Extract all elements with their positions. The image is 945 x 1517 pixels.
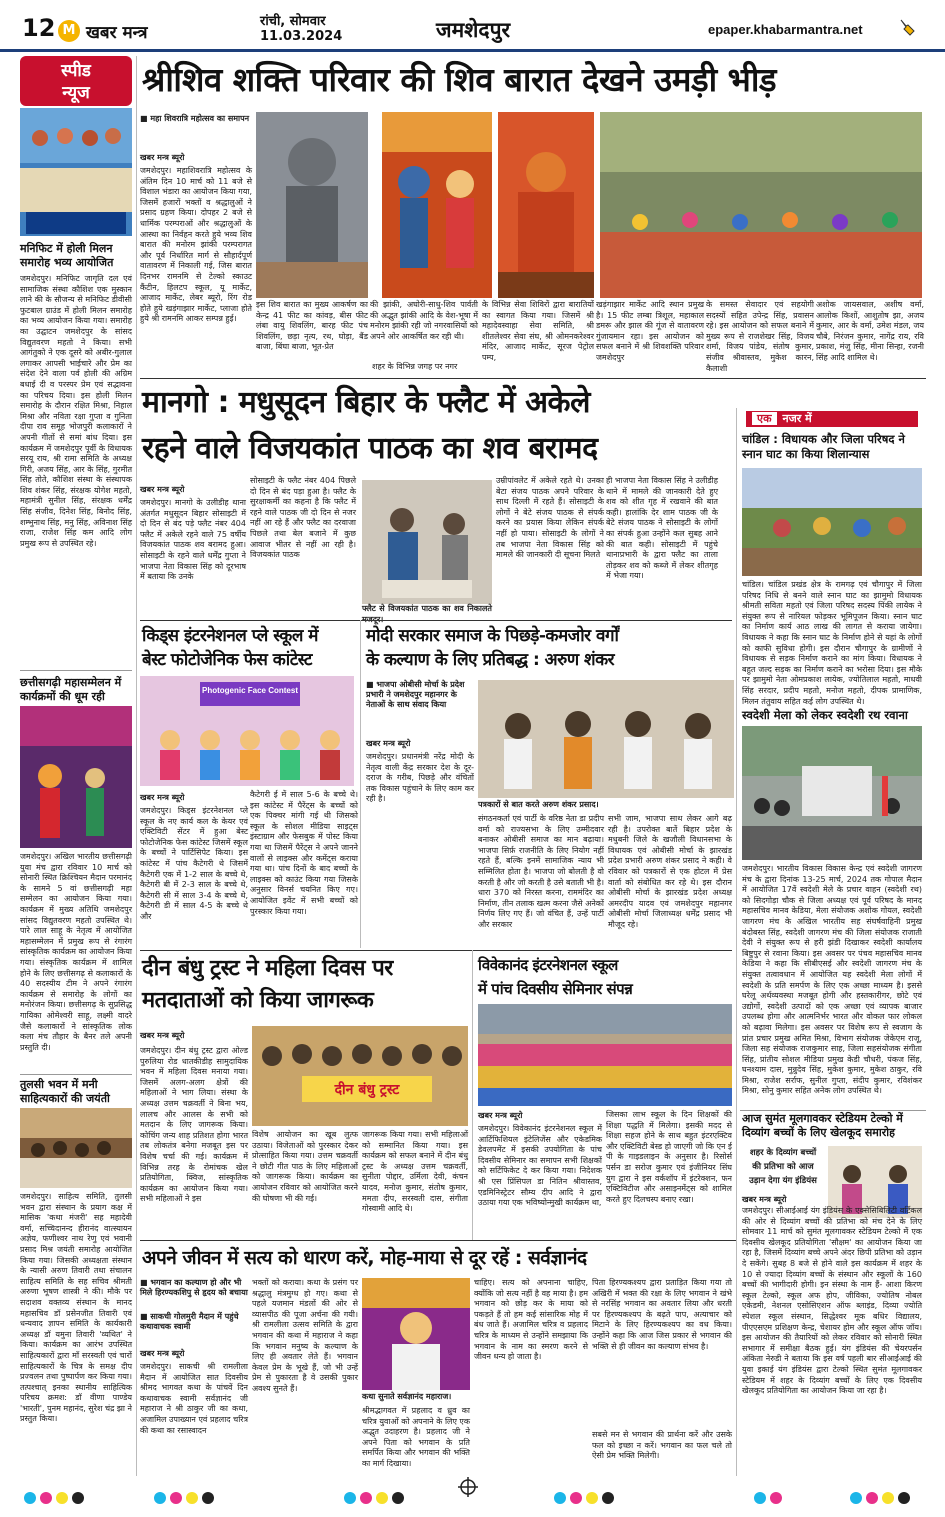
date-box bbox=[260, 14, 342, 44]
badge-line1: स्पीड bbox=[61, 61, 91, 81]
cultural-dance-photo bbox=[20, 706, 132, 848]
satya-col2: भक्तों को कराया। कथा के प्रसंग पर श्रद्धालु मंत्रमुग्ध हो गए। कथा से पहले यजमान मंडलों की ओर से व्यासपीठ की पूजा अर्चना की गयी। श्री रामलीला उत्सव समिति के द्वारा भगवान की कथा में महाराज ने कहा कि भगवान मनुष्य के कल्याण के लिए ही अवतार लेते हैं। भगवान केवल प्रेम के भूखे हैं, जो भी उन्हें प्रेम से पुकारता है वे उसकी पुकार अवश्य सुनते हैं। bbox=[252, 1278, 358, 1393]
deen-col1: जमशेदपुर। दीन बंधु ट्रस्ट द्वारा ओल्ड पुरुलिया रोड धातकीडीह सामुदायिक भवन में महिला दिवस मनाया गया। जिसमें अलग-अलग क्षेत्रों की महिलाओं ने भाग लिया। संस्था के अध्यक्ष उत्तम चक्रवर्ती ने बिना भय, लालच और आलस के सभी को मतदान के लिए जागरूक किया। कोचिंग जन्य शाह प्रतिशत होगा भारत तब लोकतंत्र बनेगा मजबूत इस पर विशेष चर्चा की गई। कार्यक्रम में विभिन्न तरह के रोमांचक खेल प्रतियोगिता, क्विज, सांस्कृतिक कार्यक्रम का आयोजन किया गया। सभी महिलाओं ने इस bbox=[140, 1046, 248, 1204]
stadium-headline: आज सुमंत मूलगावकर स्टेडियम टेल्को में दिव्यांग बच्चों के लिए खेलकूद समारोह bbox=[742, 1112, 903, 1139]
mango-col3: उम्रीपांवलेट में अकेले रहते थे। उनका बेटा संजय पाठक अपने परिवार के साथ दिल्ली में रहते हैं। सोसाइटी के लोगों ने बेटे संजय पाठक से संपर्क करने का प्रयास किया लेकिन संपर्क नहीं हो पाया। सोसाइटी के लोगों ने तब भाजपा नेता विकास सिंह को मामले की जानकारी दी सूचना मिलते bbox=[496, 476, 604, 560]
sidebar-story2-body: जमशेदपुर। अखिल भारतीय छत्तीसगढ़ी युवा मंच द्वारा रविवार 10 मार्च को सोनारी स्थित क्रिश्चियन मैदान परमानंद के सामने 5 वां छत्तीसगढ़ी महा सम्मेलन का आयोजन किया गया। कार्यक्रम में मुख्य अतिथि जमशेदपुर सांसद विद्युतवरण महतो उपस्थित थे। पारे लाल साहू के नेतृत्व में आयोजित महासम्मेलन में प्रमुख रूप से रंगारंग सांस्कृतिक कार्यक्रम का आयोजन किया गया। संस्कृतिक कार्यक्रम में शामिल होने के लिए छत्तीसगढ़ से कलाकारों के 40 सदस्यीय टीम ने अपने रंगारंग कार्यक्रम से समारोह के लोगों का मनोरंजन किया। छत्तीसगढ़ के सुप्रसिद्ध गायिका ओमेश्वरी साहू, लक्ष्मी वादरे जैसे कलाकारों ने सांस्कृतिक लोक कला मंच तौहार के बैनर तले अपनी प्रस्तुति दी। bbox=[20, 852, 132, 1052]
section-divider bbox=[140, 620, 732, 621]
shiv-parvati-photo bbox=[382, 112, 492, 298]
shiv-barat-col7: अशोक जायसवाल, अशीष वर्मा, आलोक किशों, आशुतोष झा, अजय कुमार, आर के वर्मा, उमेश मंडल, जय चौबे, निरंजन कुमार, नागेंद्र राय, रवि प्रकाश, मंजु सिंह, मीना सिन्हा, रजनी सिंह आदि शामिल थे। bbox=[816, 300, 924, 362]
epaper-link[interactable]: epaper.khabarmantra.net bbox=[708, 22, 863, 37]
modi-photo-caption: पत्रकारों से बात करते अरुण शंकर प्रसाद। bbox=[478, 800, 599, 809]
holi-milan-photo bbox=[20, 108, 132, 236]
modi-headline-line1: मोदी सरकार समाज के पिछड़े-कमजोर वर्गों bbox=[366, 626, 619, 646]
deen-col2: विशेष आयोजन का खूब लुत्फ उठाया। विजेताओं को पुरस्कार देकर प्रोत्साहित किया गया। उत्तम चक्रवर्ती ने छोटी गीत पाठ के लिए महिलाओं को जागरूक किया। कार्यक्रम का आयोजन रविवार को आयोजित करने की घोषणा भी की गई। bbox=[252, 1130, 358, 1203]
chandil-photo bbox=[742, 468, 922, 576]
shiv-barat-byline: खबर मन्त्र ब्यूरो bbox=[140, 153, 185, 162]
mango-photo-caption: फ्लैट से विजयकांत पाठक का शव निकालते bbox=[362, 604, 492, 613]
sidebar-story3-headline: तुलसी भवन में मनी साहित्यकारों की जयंती bbox=[20, 1078, 110, 1105]
deen-col3: जागरूक किया गया। सभी महिलाओं को सम्मानित किया गया। इस कार्यक्रम को सफल बनाने में दीन बंधु ट्रस्ट के अध्यक्ष उत्तम चक्रवर्ती, सुनीता पोद्दार, उर्मिला देवी, कंचन यादव, मनोज कुमार, संतोष कुमार, ममता दीप, सरस्वती दास, संगीता गोस्वामी आदि थे। bbox=[362, 1130, 468, 1214]
page-number: 12 bbox=[22, 14, 56, 42]
body-recovery-photo bbox=[362, 480, 492, 604]
shiv-barat-col5: खड़ंगाझार मार्केट आदि स्थान प्रमुख है। 15 फीट लम्बा त्रिशूल, महाकाल डमरू और झाल की गूंज से वातावरण गुंजायमान रहा। इस आयोजन को सफल बनाने में श्री शिवशक्ति परिवार जमशेदपुर bbox=[596, 300, 704, 362]
brand-logo-icon: M bbox=[58, 20, 80, 42]
mango-byline: खबर मन्त्र ब्यूरो bbox=[140, 485, 185, 494]
column-divider bbox=[472, 950, 473, 1240]
kids-col2: कैटेगरी ई में साल 5-6 के बच्चे थे। इस कांटेस्ट में पैरेंट्स के बच्चों को एक पिक्चर मांगी गई थी जिसको स्कूल के सोशल मीडिया साइट्स इंस्टाग्राम और फेसबुक में पोस्ट किया गया था जिसमें पैरेंट्स ने अपने जानने वालों से लाइक्स और कमेंट्स कराया गया था। पांच दिनों के बाद बच्चों के लाइक्स को काउंट किया गया जिसके अनुसार विनर्स चयनित किए गए। आयोजित इवेंट में सभी बच्चों को पुरस्कार किया गया। bbox=[250, 790, 358, 916]
sidebar-story1-body: जमशेदपुर। मनिफिट जागृति दल एवं सामाजिक संस्था कौशिश एक मुस्कान लाने की के सौजन्य से मनिफिट डीवीसी फुटबाल ग्राउंड में होली मिलन समारोह का भव्य आयोजन किया गया। समारोह का उद्घाटन जमशेदपुर के सांसद विद्युतवरण महतो ने किया। सभी आगंतुको ने एक दूसरे को अबीर-गुलाल लगाकर आपसी भाईचारे और प्रेम का संदेश देने वाला पर्व होली की अग्रिम बधाई दी व परस्पर प्रेम एवं सद्भावना का परिचय दिया। इस होली मिलन समारोह के दौरान रक्षित मिश्रा, निहाल मिश्रा और नविता रक्षा गुप्ता व गुनिता दीपा राव समूह भोजपुरी कलाकारों ने अपनी गीतों से समां बांध दिया। इस कार्यक्रम में जमशेदपुर पूर्वी के विधायक सरयू राय, श्री रामा समिति के अध्यक्ष गिरी, अजय सिंह, आर के सिंह, गुरमीत सिंह तोते, कौशिश संस्था के संस्थापक शिव शंकर सिंह, संरक्षक योगेश महतो, महामंत्री सुनील सिंह, संरक्षक धर्मेंद्र सिंह संजीव, दिनेश सिंह, बिनोद सिंह, शम्भुनाथ सिंह, मनु सिंह, अविनाश सिंह राजा, राजेश सिंह कम आदि लोग प्रमुख रूप से उपस्थित रहे। bbox=[20, 274, 132, 548]
section-divider bbox=[140, 378, 926, 379]
barat-crowd-photo bbox=[600, 112, 922, 298]
shiv-barat-headline: श्रीशिव शक्ति परिवार की शिव बारात देखने उमड़ी भीड़ bbox=[142, 60, 777, 99]
city-day: रांची, सोमवार bbox=[260, 14, 326, 29]
satya-kicker2: ■ साकची गोलमुरी मैदान में पहुंचे कथावाचक स्वामी bbox=[140, 1312, 239, 1331]
modi-col1: संगठनकर्ता एवं पार्टी के वरिष्ठ नेता डा प्रदीप वर्मा को राज्यसभा के लिए उम्मीदवार बनाकर ओबीसी समाज का मान बढ़ाया। भाजपा सिर्फ़ राजनीति के लिए नियोग नहीं रहते हैं, बल्कि इनमें सामाजिक न्याय भी सम्मिलित होता है। भाजपा जो बोलती है वो करती है और जो करती है उसे बताती भी है। धारा 370 को निरस्त करना, राममंदिर का निर्माण, तीन तलाक खत्म करना जैसे अनेकों निर्णय लिए गए हैं। जो वंचित हैं, उन्हें पार्टी और सरकार bbox=[478, 814, 604, 929]
tag-ek: एक bbox=[752, 412, 777, 425]
sidebar-story1-headline: मनिफिट में होली मिलन समारोह भव्य आयोजित bbox=[20, 242, 114, 269]
satya-col5: पिता हिरण्यकश्यप द्वारा प्रताड़ित किया गया तो अखिरी में भक्त की रक्षा के लिए भगवान ने खंभे से नरसिंह भगवान का अवतार लिया और धरती पर हिरण्यकश्यप के बढ़ते पाप, अत्याचार को मिटाने के लिए हिरण्यकश्यप का वध किया। उन्होंने कहा कि आज जिस प्रकार से भगवान की भक्ति से ही जीवन का कल्याण संभव है। bbox=[592, 1278, 732, 1351]
kids-byline: खबर मन्त्र ब्यूरो bbox=[140, 793, 185, 802]
satya-col3-text: श्रीमद्भागवत में प्रहलाद व ध्रुव का चरित्र युवाओं को अपनाने के लिए एक अद्भुत उदाहरण है। प्रहलाद जी ने अपने पिता को भगवान के प्रति समर्पित किया और भगवान की भक्ति का मार्ग दिखाया। bbox=[362, 1406, 470, 1468]
satya-col6: सबसे मन से भगवान की प्रार्थना करें और उसके फल को इच्छा न करें। भगवान का फल चले तो ऐसी प्रेम भक्ति मिलेगी। bbox=[592, 1430, 732, 1461]
column-divider bbox=[136, 56, 137, 1476]
section-divider bbox=[140, 950, 732, 951]
swadeshi-body: जमशेदपुर। भारतीय विकास विकास केन्द्र एवं स्वदेशी जागरण मंच के द्वारा दिनांक 13-25 मार्च, 2024 तक गोपाल मैदान में आयोजित 17वें स्वदेशी मेले के प्रचार वाहन (स्वदेशी रथ) को सिदगोड़ा चौक से जिला अध्यक्ष एवं पूर्व परिषद के मानद महासचिव मानव केडिया, मेला संयोजक अशोक गोयल, स्वदेशी जागरण मंच के अखिल भारतीय सह संघर्षवाहिनी प्रमुख बंदोबस्त सिंह, स्वदेशी जागरण मंच की जिला संयोजक राजाती देवी ने संयुक्त रूप से हरी झंडी दिखाकर स्वदेशी कार्यालय बिष्टुपुर से रवाना किया। इस अवसर पर पंचव महासचिव मानव केडिया ने कहा कि सीबीएसई और स्वदेशी जागरण मंच के संयुक्त तत्वावधान में आयोजित यह स्वदेशी मेला लोगों में स्वदेशी के प्रति समर्पण के लिए एक अच्छा माध्यम है। इससे घरेलू अर्थव्यवस्था मजबूत होगी और हस्तकारीगर, छोटे एवं उद्योगों, स्वदेशी उत्पादों को एक अच्छा एवं व्यापक बाजार उपलब्ध होगा और आत्मनिर्भर भारत और वोकल फार लोकल को बढ़ावा मिलेगा। इस अवसर पर विशेष रूप से स्वजाग के प्रांत प्रचार प्रमुख अमित मिश्रा, विभाग संयोजक जेकेएम राजू, जिला सह संयोजक राजकुमार साह, जिला सहसंयोजक संगीता सिंह, प्रांतीय सोशल मीडिया प्रमुख केडी चौधरी, पंकज सिंह, घनश्याम दास, मुन्नुदेव सिंह, मुकेश कुमार, मुकेश ठाकुर, रवि मिश्रा, राजेश सर्राफ, सुनील गुप्ता, संदीप कुमार, रविशंकर मिश्रा, सोनु कुमार सहित अनेक लोग उपस्थित थे। bbox=[742, 864, 922, 1096]
registration-target-icon bbox=[458, 1477, 478, 1497]
divider bbox=[20, 670, 132, 671]
mango-col4: ही भाजपा नेता विकास सिंह ने उलीडीह थाने में मामले की जानकारी देते हुए शव को शीत गृह में रखवाने की बात कही। हालांकि देर शाम पाठक जी के बेटे संजय पाठक ने सोसाइटी के लोगों का संपर्क हुआ उन्होंने कल सुबह आने की बात कही। सोसाइटी में पहुंचे थानाप्रभारी के द्वारा फ्लैट का ताला तोड़कर शव को कब्जे में लेकर शीतगृह में भेजा गया। bbox=[606, 476, 718, 581]
swadeshi-rath-photo bbox=[742, 726, 922, 860]
vivek-byline: खबर मन्त्र ब्यूरो bbox=[478, 1111, 523, 1120]
deen-headline-line2: मतदाताओं को किया जागरूक bbox=[142, 988, 374, 1013]
shiv-barat-col4: के विभिन्न सेवा शिविरों द्वारा बारातियों का स्वागत किया गया। जिसमें श्री महादेवस्वाहा सेवा समिति, श्री शीतलेश्वर सेवा संघ, श्री ओमनकरेश्वर मंदिर, आजाद मार्केट, सूरज पेट्रोल पम्प, bbox=[482, 300, 594, 362]
deen-headline-line1: दीन बंधु ट्रस्ट ने महिला दिवस पर bbox=[142, 956, 393, 981]
kids-headline-line1: किड्स इंटरनेशनल प्ले स्कूल में bbox=[142, 626, 318, 646]
divider bbox=[20, 1074, 132, 1075]
deen-bandhu-photo bbox=[252, 1026, 468, 1126]
masthead bbox=[0, 0, 945, 52]
tag-title: नजर में bbox=[782, 412, 812, 425]
sidebar-story2-headline: छत्तीसगढ़ी महासम्मेलन में कार्यक्रमों की धूम रही bbox=[20, 676, 122, 703]
tulsi-bhawan-photo bbox=[20, 1108, 132, 1188]
stadium-body: जमशेदपुर। सीआईआई यंग इंडियंस के एक्सेसिबिलिटी वर्टिकल की ओर से दिव्यांग बच्चों की प्रतिभा को मंच देने के लिए सोमवार 11 मार्च को सुमंत मूलगावकर स्टेडियम टेल्को में एक दिवसीय खेलकूद प्रतियोगिता 'सौक्षम' का आयोजन किया जा रहा है, जिसमें दिव्यांग बच्चे अपने अंदर छिपी प्रतिभा को उड़ान दे सकेंगे। सुबह 8 बजे से होने वाले इस कार्यक्रम में शहर के 10 से ज्यादा दिव्यांग बच्चों के संस्थान और स्कूलों के 160 बच्चों की भागीदारी होगी। इन संस्था के नाम हैं- आशा किरण स्कूल टेल्को, स्कूल अफ होप, जीविका, ज्योतिष नोबल एकेडमी, नेशनल एसोसिएशन ऑफ ब्लाइंड, दिव्या ज्योति स्पेशल स्कूल संस्थान, सिद्धेश्वर मूक बधिर विद्यालय, पीएएसएम प्रशिक्षण केन्द्र, चेशायर होम और स्कूल ऑफ जॉय। इस आयोजन की तैयारियों को लेकर रविवार को सोनारी स्थित सभागार में समीक्षा बैठक हुई। यंग इंडियंस की चेयरपर्सन अंकिता नेरुडी ने बताया कि इस वर्ष पहली बार सीआईआई की युवा इकाई यंग इंडियंस द्वारा टेल्को स्थित सुमंत मूलगावकर स्टेडियम में शहर के दिव्यांग बच्चों के लिए एक दिवसीय खेलकूद प्रतियोगिता का आयोजन किया जा रहा है। bbox=[742, 1206, 922, 1396]
press-conference-photo bbox=[478, 680, 734, 798]
modi-lead: जमशेदपुर। प्रधानमंत्री नरेंद्र मोदी के नेतृत्व वाली केंद्र सरकार देश के दूर-दराज के गरीब, पिछड़े और वंचितों तक विकास पहुंचाने के लिए काम कर रही है। bbox=[366, 752, 474, 804]
aghori-photo bbox=[256, 112, 368, 298]
swadeshi-headline: स्वदेशी मेला को लेकर स्वदेशी रथ रवाना bbox=[742, 708, 908, 722]
pointing-hand-icon bbox=[898, 18, 916, 38]
section-divider bbox=[740, 1110, 926, 1111]
mango-headline-line2: रहने वाले विजयकांत पाठक का शव बरामद bbox=[142, 431, 598, 466]
shiv-barat-caption: शहर के विभिन्न जगह पर नगर bbox=[372, 362, 458, 371]
hanuman-photo bbox=[498, 112, 594, 298]
satya-col4: चाहिए। सत्य को अपनाना चाहिए, क्योंकि जो सत्य नहीं है वह माया है। हम भगवान को छोड़ कर के माया को पकड़ते हैं तो हम कई सांसारिक मोह में बंध जाते हैं। अजामिल चरित्र व प्रहलाद चरित्र के माध्यम से उन्होंने समझाया कि भगवान के नाम का स्मरण करने से जीवन धन्य हो जाता है। bbox=[474, 1278, 588, 1362]
shiv-barat-col6: के समस्त सेवादार एवं सहयोगी सदस्यों सहित उपेन्द्र सिंह, प्रवासन रहे। इस आयोजन को सफल बनाने में मुख्य रूप से राजशेखर सिंह, विजय शर्मा, विजय पांडेय, संतोष कुमार, संजीव श्रीवास्तव, मुकेश कारन, कैलाशी bbox=[706, 300, 814, 373]
speed-news-badge bbox=[20, 56, 132, 106]
brand-name: खबर मन्त्र bbox=[86, 23, 148, 43]
sidebar-story3-body: जमशेदपुर। साहित्य समिति, तुलसी भवन द्वारा संस्थान के प्रयाग कक्ष में मासिक 'कथा मंजरी' सह महादेवी वर्मा, सच्चिदानन्द हीरानंद वात्स्यायन अज्ञेय, फणीश्वर नाथ रेणु एवं भवानी प्रसाद मिश्र जयंती समारोह आयोजित किया गया। जिसकी अध्यक्षता संस्थान के न्यासी अरुण तिवारी तथा संचालन साहित्य समिति के सह सचिव श्रीमती अरुणा भूषण शास्त्री ने की। मौके पर सदाशव वक्तव्य संस्थान के मानद महासचिव डॉ प्रसेनजीत तिवारी एवं धन्यवाद ज्ञापन समिति के कार्यकारी अध्यक्ष डॉ यमुना तिवारी 'व्यथित' ने किया। कार्यक्रम का आरंभ उपस्थित साहित्यकारों द्वारा माँ सरस्वती एवं चारों साहित्यकारों के चित्र के समक्ष दीप प्रज्वलन तथा पुष्पार्पण कर किया गया। तत्पश्चात् इनका स्थानीय साहित्यिक परिचय क्रमश: डॉ वीणा पाण्डेय 'भारती', पुनम महानंद, सुरेश चंद्र झा ने प्रस्तुत किया। bbox=[20, 1192, 132, 1424]
satya-kicker1: ■ भगवान का कल्याण हो और भी मिले हिरण्यकशिपु से हृदय को बचाया bbox=[140, 1278, 248, 1297]
deen-byline: खबर मन्त्र ब्यूरो bbox=[140, 1031, 185, 1040]
ek-nazar-tag bbox=[746, 411, 918, 427]
modi-col2: सभी जाम, भाजपा साथ लेकर आगे बढ़ रही है। उपरोक्त बातें बिहार प्रदेश के मधुबनी जिले के खजौली विधानसभा के विधायक एवं ओबीसी मोर्चा के झारखंड प्रदेश प्रभारी अरुण शंकर प्रसाद ने कही। वे रविवार को पत्रकारों से एक होटल में प्रेस वार्ता को संबोधित कर रहे थे। इस दौरान ओबीसी मोर्चा के झारखंड प्रदेश अध्यक्ष अमरदीप यादव एवं जमशेदपुर महानगर ओबीसी मोर्चा जिलाध्यक्ष धर्मेंद्र प्रसाद भी मौजूद रहे। bbox=[608, 814, 732, 929]
photogenic-contest-photo bbox=[140, 676, 354, 786]
stadium-promo-line3: उड़ान देगा यंग इंडियंस bbox=[749, 1176, 817, 1186]
chandil-headline: चांडिल : विधायक और जिला परिषद ने स्नान घाट का किया शिलान्यास bbox=[742, 432, 905, 461]
issue-date: 11.03.2024 bbox=[260, 29, 343, 44]
mango-headline-line1: मानगो : मधुसूदन बिहार के फ्लैट में अकेले bbox=[142, 385, 590, 420]
vivek-headline-line1: विवेकानंद इंटरनेशनल स्कूल bbox=[478, 956, 618, 974]
vivek-col1: जमशेदपुर। विवेकानंद इंटरनेशनल स्कूल में आर्टिफिशियल इंटेलिजेंस और एकेडमिक डेवलपमेंट में इसकी उपयोगिता के पांच दिवसीय सेमिनार का समापन सभी शिक्षकों को सर्टिफिकेट दे कर किया गया। निदेशक श्री एस प्रिंसिपल डा नितिन श्रीवास्तव, एडमिनिस्ट्रेटर सौम्य दीप आदि ने द्वारा उठाया गया एक भविष्योन्मुखी कार्यक्रम था, bbox=[478, 1124, 602, 1208]
seminar-group-photo bbox=[478, 1004, 732, 1106]
badge-line2: न्यूज bbox=[62, 83, 90, 103]
satya-col1: जमशेदपुर। साकची श्री रामलीला मैदान में आयोजित सात दिवसीय श्रीमद भागवत कथा के पांचवें दिन कथावाचक स्वामी सर्वज्ञानंद जी महाराज ने श्री ठाकुर जी का कथा, अजामिल उपाख्यान एवं प्रहलाद चरित्र की कथा का रसास्वादन bbox=[140, 1362, 248, 1435]
kids-headline-line2: बेस्ट फोटोजेनिक फेस कांटेस्ट bbox=[142, 650, 312, 670]
mango-col2: सोसाइटी के फ्लैट नंबर 404 पिछले दो दिन से बंद पड़ा हुआ है। फ्लैट के सुरक्षाकर्मी का कहना है कि फ्लैट में रहने वाले पाठक जी दो दिन से नजर नहीं आ रहे हैं और फ्लैट का दरवाजा पिछले तथा बेल बजाने में कुछ आवाज भीतर से नहीं आ रही है। विजयकांत पाठक bbox=[250, 476, 356, 560]
satya-photo-caption: कथा सुनाते सर्वज्ञानंद महाराज। bbox=[362, 1392, 452, 1401]
mango-col1: जमशेदपुर। मानगो के उलीडीह थाना अंतर्गत मधुसूदन बिहार सोसाइटी में दो दिन से बंद पड़े फ्लैट नंबर 404 फ्लैट में अकेले रहने वाले 75 वर्षीय विजयकांत पाठक शव बरामद हुआ। सोसाइटी के रहने वाले धर्मेंद्र गुप्ता ने भाजपा नेता विकास सिंह को दूरभाष में बताया कि उनके bbox=[140, 498, 246, 582]
shiv-barat-col1: जमशेदपुर। महाशिवरात्रि महोत्सव के अंतिम दिन 10 मार्च को 11 बजे से विशाल भंडारा का आयोजन किया गया, जिसमें हजारों भक्तों व श्रद्धालुओं ने प्रसाद ग्रहण किया। दोपहर 2 बजे से धार्मिक परम्पराओं और श्रद्धालुओं के आस्था का निर्वहन करते हुये भव्य शिव बारात की मनोरम झांकी परम्परागत और पूर्व निर्धारित मार्ग से सौहार्दपूर्ण वातावरण में निकाली गई, जिस बारात दिनभर रामनमि से टेल्को स्काउट कैंटीन, हिलटप स्कूल, यू मार्केट, आजाद मार्केट, लेबर ब्यूरो, रिंग रोड होते हुये खड़ंगाझार मार्केट, प्लाजा होते हुये श्री रामनमि आकर सम्पन्न हुई। bbox=[140, 166, 252, 324]
stadium-promo-line1: शहर के दिव्यांग बच्चों bbox=[749, 1148, 817, 1158]
modi-byline: खबर मन्त्र ब्यूरो bbox=[366, 739, 411, 748]
column-divider bbox=[360, 620, 361, 948]
chandil-body: चांडिल। चांडिल प्रखंड क्षेत्र के रामगढ़ एवं चौगापुर में जिला परिषद निधि से बनने वाले स्नान घाट का झामुमो विधायक श्रीमती सविता महतो एवं जिला परिषद सदस्य पिंकी लायेक ने संयुक्त रूप से नारियल फोड़कर भूमिपूजन किया। स्नान घाट का निर्माण कार्य आठ लाख की लागत से कराया जायेगा। विधायक ने कहा कि स्नान घाट के निर्माण होने से यहां के लोगों को काफी सुविधा होगी। इस दौरान चौगापुर के ग्रामीणों ने विधायक से सड़क निर्माण कराने का मांग किया। विधायक ने बहुत जल्द सड़क का निर्माण कराने का भरोसा दिया। इस मौके पर झामुमो नेता ओमप्रकाश लायेक, ज्योतिलाल महतो, माधवी सिंह सरदार, प्रदीप महतो, मनोज महतो, दीपक प्रामाणिक, मिलन तंतुवाय सहित कई लोग उपस्थित थे। bbox=[742, 580, 922, 706]
shiv-barat-col2: इस शिव बारात का मुख्य आकर्षण का केन्द्र 41 फीट का कांवड़, बीस फीट लंबा वायु शिवलिंग, बारह फीट पंच शिवलिंग, छड़ा नृत्य, रथ, घोड़ा, बैंड बाजा, बिंघा बाजा, भूत-प्रेत bbox=[256, 300, 368, 352]
kids-col1: जमशेदपुर। किड्स इंटरनेशनल प्ले स्कूल के नए कार्य कल के केयर एवं एक्टिविटी सेंटर में हुआ बेस्ट फोटोजेनिक फेस कांटेस्ट जिसमें स्कूल के बच्चों ने पार्टिसिपेट किया। इस कांटेस्ट में पांच कैटेगरी थे जिसमें कैटेगरी एक में 1-2 साल के बच्चे थे, कैटेगरी बी में 2-3 साल के बच्चे थे, कैटेगरी सी में साल 3-4 के बच्चे थे, कैटेगरी डी में साल 4-5 के बच्चे थे और bbox=[140, 806, 248, 921]
section-divider bbox=[140, 1240, 736, 1241]
shiv-barat-kicker: ■ महा शिवरात्रि महोत्सव का समापन bbox=[140, 114, 250, 123]
speed-news-sidebar bbox=[20, 56, 132, 1476]
trust-banner-text: दीन बंधु ट्रस्ट bbox=[334, 1082, 400, 1098]
contest-banner-text: Photogenic Face Contest bbox=[201, 686, 298, 695]
stadium-promo-line2: की प्रतिभा को आज bbox=[752, 1162, 814, 1172]
vivek-headline-line2: में पांच दिवसीय सेमिनार संपन्न bbox=[478, 980, 633, 998]
section-title: जमशेदपुर bbox=[436, 18, 511, 42]
modi-headline-line2: के कल्याण के लिए प्रतिबद्ध : अरुण शंकर bbox=[366, 650, 615, 670]
kathavachak-photo bbox=[362, 1278, 470, 1390]
satya-byline: खबर मन्त्र ब्यूरो bbox=[140, 1349, 185, 1358]
shiv-barat-col3: की झांकी, अघोरी-साधु-शिव पार्वती की अद्भुत झांकी आदि के वेश-भूषा में मनोरम झांकी रही जो नगरवासियों को अपने ओर आकर्षित कर रही थी। bbox=[370, 300, 478, 341]
column-divider bbox=[736, 408, 737, 1476]
satya-headline: अपने जीवन में सत्य को धारण करें, मोह-माया से दूर रहें : सर्वज्ञानंद bbox=[142, 1247, 587, 1269]
vivek-col2: जिसका लाभ स्कूल के दिन शिक्षकों की शिक्षा पद्धति में मिलेगा। इसकी मदद से शिक्षा सहज होने के साथ बहुत इंटरएक्टिव और एक्टिविटी बेस्ड हो जाएगी जो कि एन ई पी के गाइडलाइन के अनुसार है। रिसोर्स पर्सन डा सरोज कुमार एवं इंजीनियर सिंघ युग द्वारा ने इस वर्कशॉप में इंटरेक्शन, फन एक्टिविटीज और असाइनमेंट्स को शामिल करते हुए दिलचस्प बनाए रखा। bbox=[606, 1110, 732, 1204]
stadium-byline: खबर मन्त्र ब्यूरो bbox=[742, 1195, 787, 1204]
modi-kicker: ■ भाजपा ओबीसी मोर्चा के प्रदेश प्रभारी ने जमशेदपुर महानगर के नेताओं के साथ संवाद किया bbox=[366, 680, 465, 709]
